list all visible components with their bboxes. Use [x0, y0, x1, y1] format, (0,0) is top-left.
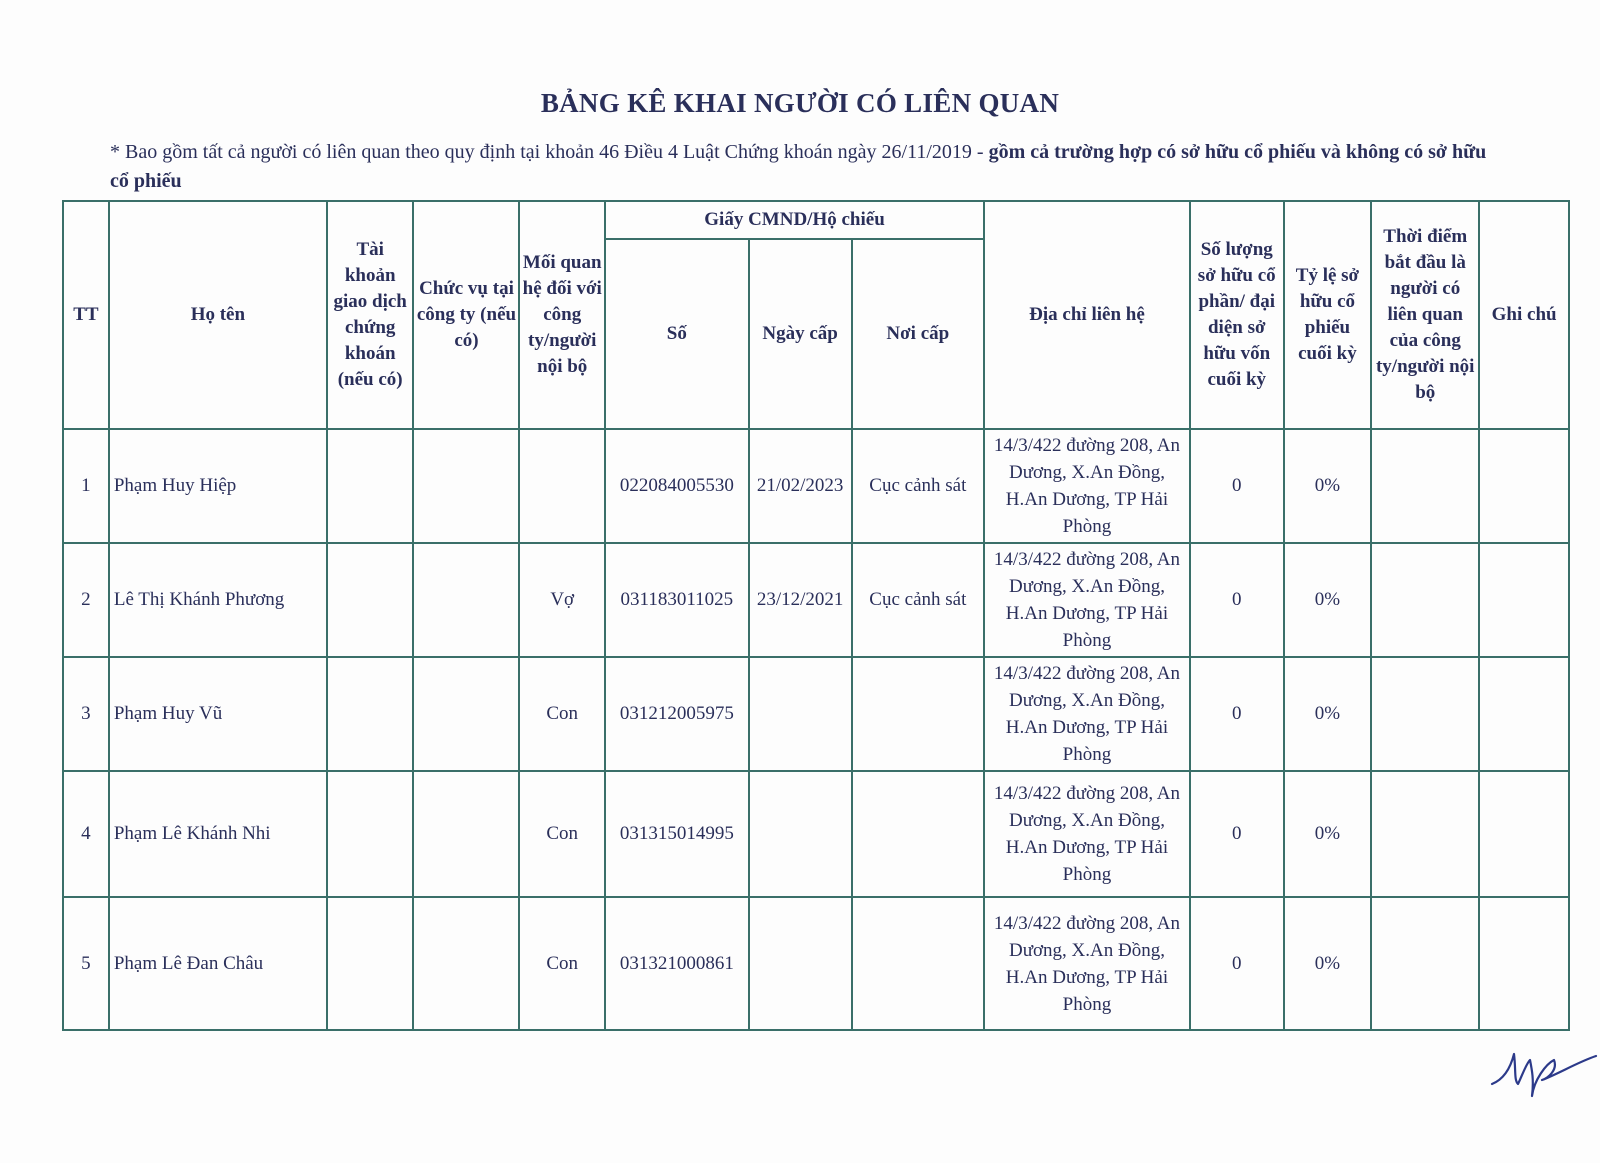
cell-ngay-cap — [749, 657, 852, 771]
cell-ty-le: 0% — [1284, 771, 1372, 897]
header-so: Số — [605, 239, 749, 429]
cell-ho-ten: Phạm Huy Vũ — [109, 657, 327, 771]
table-row — [63, 657, 1569, 771]
cell-ho-ten: Phạm Lê Đan Châu — [109, 897, 327, 1030]
cell-thoi-diem — [1371, 657, 1479, 771]
cell-so: 022084005530 — [605, 429, 749, 543]
cell-moi-quan-he: Con — [519, 897, 605, 1030]
cell-ngay-cap — [749, 897, 852, 1030]
cell-ghi-chu — [1479, 429, 1569, 543]
cell-ghi-chu — [1479, 897, 1569, 1030]
cell-ghi-chu — [1479, 543, 1569, 657]
cell-chuc-vu — [413, 657, 519, 771]
cell-dia-chi: 14/3/422 đường 208, An Dương, X.An Đồng, H.An Dương, TP Hải Phòng — [984, 429, 1190, 543]
cell-dia-chi: 14/3/422 đường 208, An Dương, X.An Đồng, H.An Dương, TP Hải Phòng — [984, 543, 1190, 657]
cell-ngay-cap: 21/02/2023 — [749, 429, 852, 543]
header-ghi-chu: Ghi chú — [1479, 201, 1569, 429]
cell-ty-le: 0% — [1284, 429, 1372, 543]
header-thoi-diem: Thời điểm bắt đầu là người có liên quan của công ty/người nội bộ — [1371, 201, 1479, 429]
related-persons-table — [62, 200, 1570, 1031]
header-dia-chi: Địa chỉ liên hệ — [984, 201, 1190, 429]
cell-ghi-chu — [1479, 771, 1569, 897]
note-regular-text: * Bao gồm tất cả người có liên quan theo quy định tại khoản 46 Điều 4 Luật Chứng khoán ngày 26/11/2019 - — [110, 141, 989, 163]
table-row — [63, 897, 1569, 1030]
header-so-luong: Số lượng sở hữu cổ phần/ đại diện sở hữu vốn cuối kỳ — [1190, 201, 1284, 429]
cell-chuc-vu — [413, 543, 519, 657]
cell-so-luong: 0 — [1190, 657, 1284, 771]
cell-thoi-diem — [1371, 543, 1479, 657]
cell-moi-quan-he — [519, 429, 605, 543]
cell-ngay-cap — [749, 771, 852, 897]
header-giay-cmnd: Giấy CMND/Hộ chiếu — [605, 201, 984, 239]
cell-moi-quan-he: Con — [519, 771, 605, 897]
cell-thoi-diem — [1371, 771, 1479, 897]
document-title: BẢNG KÊ KHAI NGƯỜI CÓ LIÊN QUAN — [540, 88, 1060, 118]
cell-tt: 1 — [63, 429, 109, 543]
cell-noi-cap: Cục cảnh sát — [852, 543, 984, 657]
cell-moi-quan-he: Vợ — [519, 543, 605, 657]
cell-tai-khoan — [327, 429, 414, 543]
cell-tt: 4 — [63, 771, 109, 897]
table-body — [63, 429, 1569, 1030]
cell-dia-chi: 14/3/422 đường 208, An Dương, X.An Đồng, H.An Dương, TP Hải Phòng — [984, 897, 1190, 1030]
cell-thoi-diem — [1371, 429, 1479, 543]
header-chuc-vu: Chức vụ tại công ty (nếu có) — [413, 201, 519, 429]
cell-tai-khoan — [327, 657, 414, 771]
header-noi-cap: Nơi cấp — [852, 239, 984, 429]
cell-ho-ten: Phạm Huy Hiệp — [109, 429, 327, 543]
note-bold-text: gồm cả trường hợp có sở hữu cổ phiếu và không có sở hữu cổ phiếu — [110, 141, 1487, 192]
cell-ho-ten: Lê Thị Khánh Phương — [109, 543, 327, 657]
cell-dia-chi: 14/3/422 đường 208, An Dương, X.An Đồng, H.An Dương, TP Hải Phòng — [984, 657, 1190, 771]
cell-tt: 2 — [63, 543, 109, 657]
cell-ho-ten: Phạm Lê Khánh Nhi — [109, 771, 327, 897]
cell-ty-le: 0% — [1284, 543, 1372, 657]
handwritten-signature-icon — [1488, 1040, 1598, 1100]
header-moi-quan-he: Mối quan hệ đối với công ty/người nội bộ — [519, 201, 605, 429]
table-row — [63, 771, 1569, 897]
cell-ngay-cap: 23/12/2021 — [749, 543, 852, 657]
cell-ty-le: 0% — [1284, 897, 1372, 1030]
cell-tt: 3 — [63, 657, 109, 771]
cell-so: 031321000861 — [605, 897, 749, 1030]
cell-dia-chi: 14/3/422 đường 208, An Dương, X.An Đồng, H.An Dương, TP Hải Phòng — [984, 771, 1190, 897]
cell-noi-cap: Cục cảnh sát — [852, 429, 984, 543]
cell-noi-cap — [852, 657, 984, 771]
cell-tai-khoan — [327, 771, 414, 897]
cell-noi-cap — [852, 771, 984, 897]
header-ngay-cap: Ngày cấp — [749, 239, 852, 429]
document-note — [110, 138, 1510, 196]
cell-so-luong: 0 — [1190, 429, 1284, 543]
header-ty-le: Tỷ lệ sở hữu cổ phiếu cuối kỳ — [1284, 201, 1372, 429]
cell-so-luong: 0 — [1190, 771, 1284, 897]
cell-so: 031183011025 — [605, 543, 749, 657]
table-row — [63, 429, 1569, 543]
cell-chuc-vu — [413, 771, 519, 897]
cell-chuc-vu — [413, 429, 519, 543]
cell-ghi-chu — [1479, 657, 1569, 771]
cell-moi-quan-he: Con — [519, 657, 605, 771]
header-tt: TT — [63, 201, 109, 429]
cell-thoi-diem — [1371, 897, 1479, 1030]
cell-chuc-vu — [413, 897, 519, 1030]
cell-ty-le: 0% — [1284, 657, 1372, 771]
cell-tt: 5 — [63, 897, 109, 1030]
header-tai-khoan: Tài khoản giao dịch chứng khoán (nếu có) — [327, 201, 414, 429]
cell-noi-cap — [852, 897, 984, 1030]
cell-so: 031315014995 — [605, 771, 749, 897]
cell-tai-khoan — [327, 897, 414, 1030]
cell-tai-khoan — [327, 543, 414, 657]
header-ho-ten: Họ tên — [109, 201, 327, 429]
cell-so-luong: 0 — [1190, 543, 1284, 657]
cell-so: 031212005975 — [605, 657, 749, 771]
cell-so-luong: 0 — [1190, 897, 1284, 1030]
table-row — [63, 543, 1569, 657]
